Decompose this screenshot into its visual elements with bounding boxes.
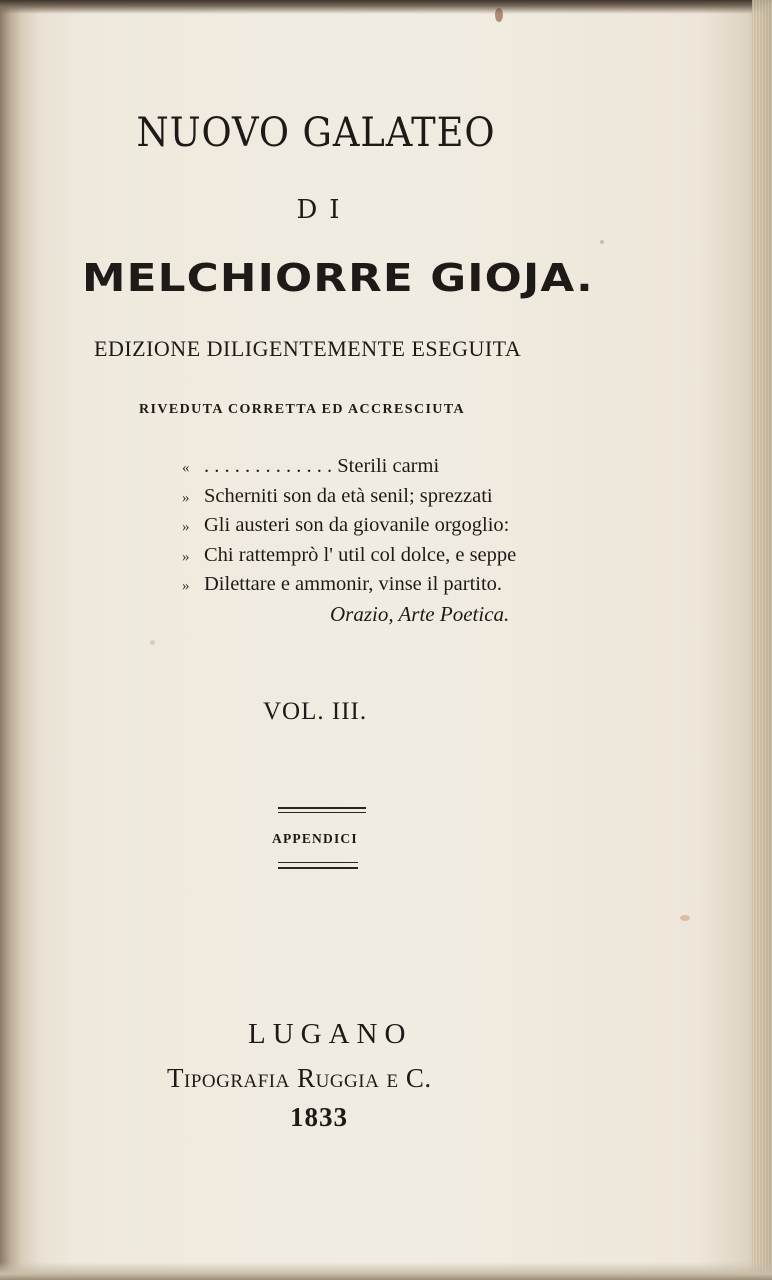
divider-rule [278,867,358,869]
epigraph-line [182,482,516,512]
bottom-page-edge [0,1262,772,1280]
foxing-spot [495,8,503,22]
epigraph-line [182,511,516,541]
author-name: MELCHIORRE GIOJA. [82,256,594,300]
foxing-spot [680,915,690,921]
epigraph-attribution: Orazio, Arte Poetica. [330,602,510,626]
imprint-city: LUGANO [248,1018,413,1050]
author-preposition: DI [296,195,352,225]
foxing-spot [150,640,155,645]
epigraph-line [182,452,516,482]
epigraph-line-text: Dilettare e ammonir, vinse il partito. [204,573,503,595]
book-title: NUOVO GALATEO [136,110,496,156]
edition-statement: EDIZIONE DILIGENTEMENTE ESEGUITA [94,336,522,361]
divider-rule [278,862,358,863]
quote-mark: » [182,578,190,594]
epigraph-line [182,570,516,600]
imprint-printer: Tipografia Ruggia e C. [167,1063,432,1093]
top-binding-shadow [0,0,772,14]
imprint-year: 1833 [290,1102,348,1132]
quote-mark: » [182,489,190,506]
epigraph-line-text: Gli austeri son da giovanile orgoglio: [204,514,510,536]
section-label: APPENDICI [272,831,358,846]
volume-number: VOL. III. [263,698,368,725]
epigraph-line [182,541,516,571]
foxing-spot [600,240,604,244]
divider-rule [278,812,366,813]
divider-rule [278,807,366,809]
epigraph [182,452,516,600]
quote-mark: » [182,519,190,535]
epigraph-line-text: . . . . . . . . . . . . . Sterili carmi [204,455,440,477]
revision-statement: RIVEDUTA CORRETTA ED ACCRESCIUTA [139,402,466,417]
epigraph-line-text: Chi rattemprò l' util col dolce, e seppe [204,543,517,566]
quote-mark: « [182,460,190,476]
quote-mark: » [182,548,190,565]
epigraph-line-text: Scherniti son da età senil; sprezzati [204,484,493,507]
page-edges [752,0,772,1280]
